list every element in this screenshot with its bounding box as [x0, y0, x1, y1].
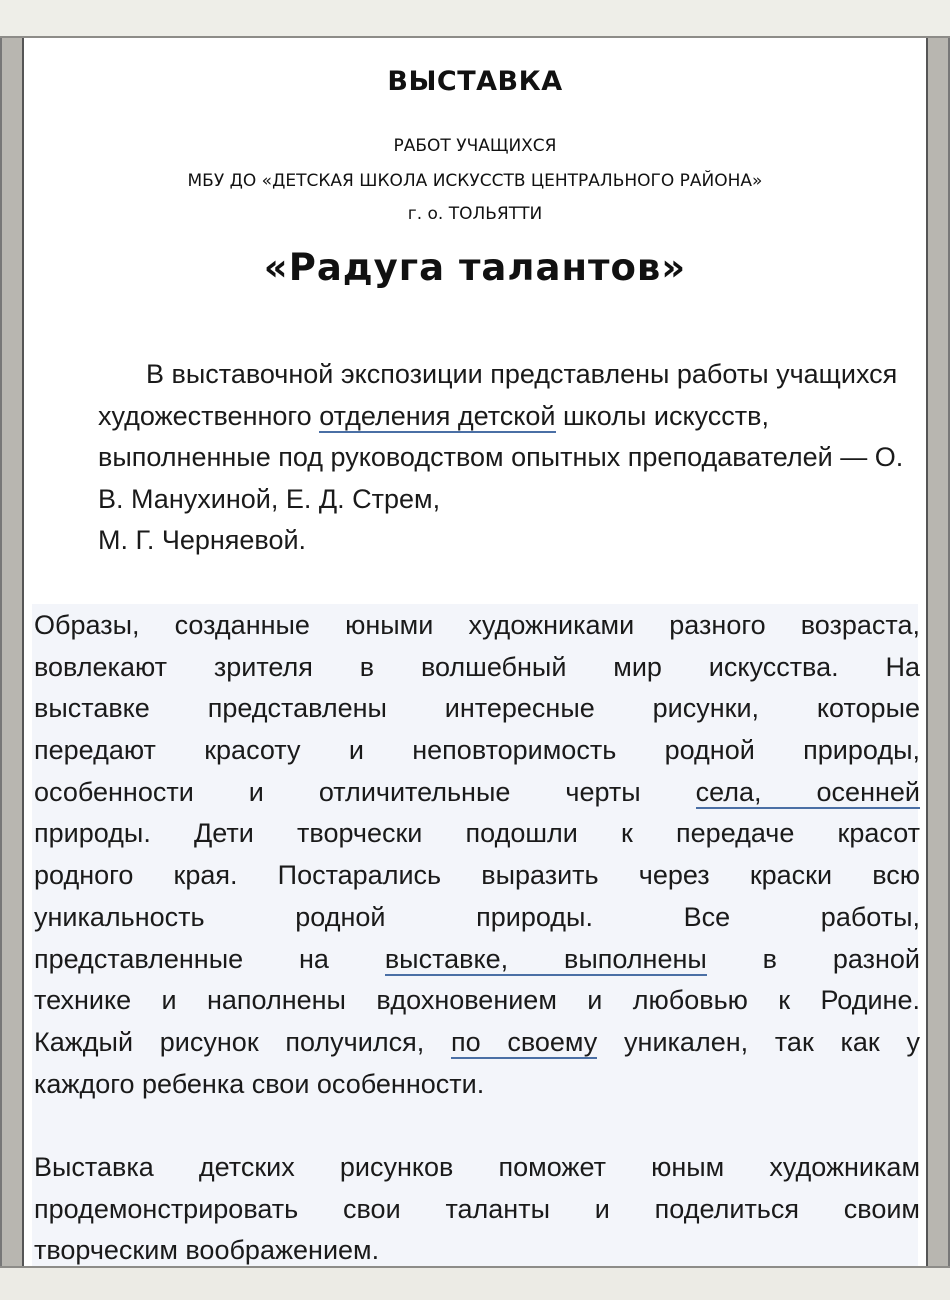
body-line-11-tail: уникален, так как у	[597, 1026, 920, 1057]
exhibition-name: «Радуга талантов»	[263, 246, 687, 289]
body-line	[34, 1022, 920, 1064]
body-line	[34, 772, 920, 814]
body-line-5-underlined: села, осенней	[695, 776, 920, 807]
body-line: технике и наполнены вдохновением и любовью к Родине.	[34, 985, 920, 1016]
body-line: вовлекают зрителя в волшебный мир искусства. На	[34, 651, 920, 682]
intro-underlined-text: отделения детской	[319, 400, 556, 431]
intro-text-part2: школы искусств, выполненные под руководством опытных преподавателей — О. В. Манухиной, Е. Д. Стрем,	[98, 400, 904, 514]
closing-line: Выставка детских рисунков поможет юным художникам	[34, 1152, 920, 1182]
intro-text-part1: В выставочной экспозиции представлены работы учащихся художественного	[98, 359, 898, 431]
body-line-9-tail: в разной	[706, 943, 921, 974]
closing-line: творческим воображением.	[34, 1235, 380, 1266]
window-top-band	[0, 0, 950, 38]
body-line-9-underlined: выставке, выполнены	[384, 943, 707, 974]
body-line-9-text: представленные на	[34, 943, 385, 974]
body-line: передают красоту и неповторимость родной природы,	[34, 735, 920, 766]
subtitle-line-1: РАБОТ УЧАЩИХСЯ	[393, 136, 557, 156]
body-line-11-text: Каждый рисунок получился,	[34, 1026, 451, 1057]
document-title: ВЫСТАВКА	[387, 66, 563, 97]
intro-paragraph	[98, 354, 908, 562]
closing-line: продемонстрировать свои таланты и поделиться своим	[34, 1193, 920, 1224]
closing-paragraph	[34, 1147, 920, 1272]
body-line-5-text: особенности и отличительные черты	[34, 776, 696, 807]
right-margin	[928, 38, 950, 1266]
body-line: уникальность родной природы. Все работы,	[34, 901, 920, 932]
subtitle-line-2: МБУ ДО «ДЕТСКАЯ ШКОЛА ИСКУССТВ ЦЕНТРАЛЬНОГО РАЙОНА»	[187, 171, 763, 191]
body-line-11-underlined: по своему	[450, 1026, 598, 1057]
body-line: родного края. Постарались выразить через краски всю	[34, 860, 920, 891]
body-line	[34, 939, 920, 981]
body-line: Образы, созданные юными художниками разного возраста,	[34, 610, 920, 640]
body-line: природы. Дети творчески подошли к передаче красот	[34, 818, 920, 849]
body-paragraph	[34, 605, 920, 1105]
body-line: выставке представлены интересные рисунки, которые	[34, 693, 920, 724]
intro-text-part3: М. Г. Черняевой.	[98, 525, 307, 555]
left-margin	[0, 38, 22, 1266]
document-page	[22, 38, 928, 1266]
body-line: каждого ребенка свои особенности.	[34, 1068, 485, 1099]
subtitle-line-3: г. о. ТОЛЬЯТТИ	[407, 204, 543, 224]
